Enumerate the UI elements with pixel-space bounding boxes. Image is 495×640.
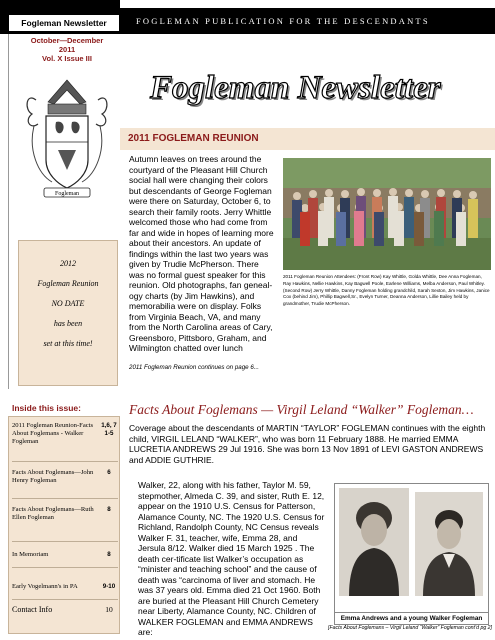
reunion-notice-line2: has been: [53, 319, 83, 328]
facts-intro-text: Coverage about the descendants of MARTIN “TAYLOR” FOGLEMAN continues with the eighth child, VIRGIL LELAND “WALKER”, who was born 11 February 1888. He married EMMA LUCRETIA ANDREWS 29 Jul 1916. She was born 13 Nov 1891 of LEVI GASTON ANDREWS and ADDIE GUTHRIE.: [129, 423, 486, 465]
portrait-photo: [334, 483, 489, 618]
toc-item-page: 6: [107, 469, 111, 476]
toc-item-title: Facts About Foglemans—Ruth Ellen Fogleman: [12, 506, 94, 521]
newsletter-title: Fogleman Newsletter: [150, 70, 441, 106]
toc-item-page: 8: [107, 551, 111, 558]
facts-article-title: Facts About Foglemans — Virgil Leland “Walker” Fogleman…: [129, 402, 474, 417]
portrait-caption: Emma Andrews and a young Walker Fogleman: [334, 612, 489, 625]
toc-divider: [12, 498, 118, 499]
toc-divider: [12, 567, 118, 568]
crest-caption: Fogleman: [55, 191, 79, 197]
reunion-notice-box: [18, 240, 118, 386]
newsletter-label: Fogleman Newsletter: [8, 14, 120, 31]
toc-item-title: 2011 Fogleman Reunion-Facts About Foglemans - Walker Fogleman: [12, 422, 94, 445]
inside-issue-heading-bar: [0, 400, 120, 416]
reunion-group-photo: [283, 158, 491, 270]
newsletter-tab: [0, 0, 120, 34]
toc-item-page: 10: [105, 605, 113, 614]
toc-item-title: Facts About Foglemans—John Henry Fogleman: [12, 469, 94, 484]
facts-body-text: Walker, 22, along with his father, Taylor M. 59, stepmother, Almeda C. 39, and sister, Ruth E. 12, appear on the 1910 U.S. Census for Patterson, Alamance County, NC. The 1920 U.S. Census for Richland, Randolph County, NC Census reveals Walker F. 31, teacher, wife, Emma 28, and Jersula 8/12. Walker died 15 March 1925 . The death cer-tificate list Walker’s occupation as “minister and teaching school” and the cause of death was “carcinoma of liver and stomach. He was 37 years old. Emma died 21 Oct 1960. Both are buried at the Pleasant Hill Church Cemetery near Liberty, Alamance County, NC. Children of WALKER FOGLEMAN and EMMA ANDREWS are:: [138, 480, 325, 637]
issue-volume: Vol. X Issue III: [42, 54, 92, 63]
issue-info: [18, 36, 116, 63]
reunion-article-text: Autumn leaves on trees around the courtyard of the Pleasant Hill Church social hall were changing their colors but descendants of George Fogleman were there on Saturday, October 6, to search their family roots. Jerry Whittle welcomed those who had come from far and wide in hopes of learning more about their ancestors. An update of findings within the last two years was given by Trudie McPherson. There was no formal guest speaker for this reunion. Old photographs, fan geneal-ogy charts (by Jim Hawkins), and memorabilia were on display. Folks from Virginia Beach, VA, and many from the North Carolina areas of Cary, Greensboro, Pittsboro, Graham, and Wilmington chatted over lunch: [129, 154, 274, 353]
toc-divider: [12, 599, 118, 600]
reunion-heading-bar: [120, 128, 495, 150]
reunion-notice-date: NO DATE: [51, 299, 85, 308]
issue-date: October—December: [30, 36, 104, 45]
family-crest-image: [18, 70, 116, 230]
reunion-heading: 2011 FOGLEMAN REUNION: [128, 133, 259, 144]
inside-issue-heading: Inside this issue:: [12, 403, 81, 413]
table-of-contents: [8, 416, 120, 634]
toc-item-title: Early Vogelmann's in PA: [12, 583, 78, 590]
facts-continued-note: [Facts About Foglemans – Virgil Leland “Walker” Fogleman cont’d pg 2]: [328, 625, 492, 631]
reunion-continued-note: 2011 Fogleman Reunion continues on page 6...: [129, 364, 259, 371]
toc-item-page: 1,6, 7 1-5: [101, 422, 117, 437]
reunion-notice-line3: set at this time!: [43, 339, 93, 348]
reunion-notice-label: Fogleman Reunion: [37, 279, 99, 288]
toc-item-title: Contact Info: [12, 605, 53, 614]
toc-item-page: 9-10: [102, 583, 116, 590]
issue-year: 2011: [58, 45, 76, 54]
toc-item-title: In Memoriam: [12, 551, 49, 558]
toc-divider: [12, 461, 118, 462]
toc-item-page: 8: [107, 506, 111, 513]
toc-divider: [12, 541, 118, 542]
reunion-notice-year: 2012: [60, 259, 76, 268]
reunion-photo-caption: 2011 Fogleman Reunion Attendees: (Front Row) Kay Whittle, Golda Whittle, Dee Anna Fogleman, Ray Hawkins, Nellie Hawkins, Kay Bagwell Poole, Earlene Williams, Melba Anderson, Paul Whitley. (Second Row) Jerry Whittle, Danny Fogleman holding grandchild, Sarah Sexton, Jim Hawkins, Janice Cox (behind Jim), Phillip Bagwell,Sr., Evelyn Turner, Deanna Anderson, Lillie Bailey held by grandmother, Trudie McPherson.: [283, 274, 490, 307]
publication-banner: FOGLEMAN PUBLICATION FOR THE DESCENDANTS: [120, 8, 495, 34]
